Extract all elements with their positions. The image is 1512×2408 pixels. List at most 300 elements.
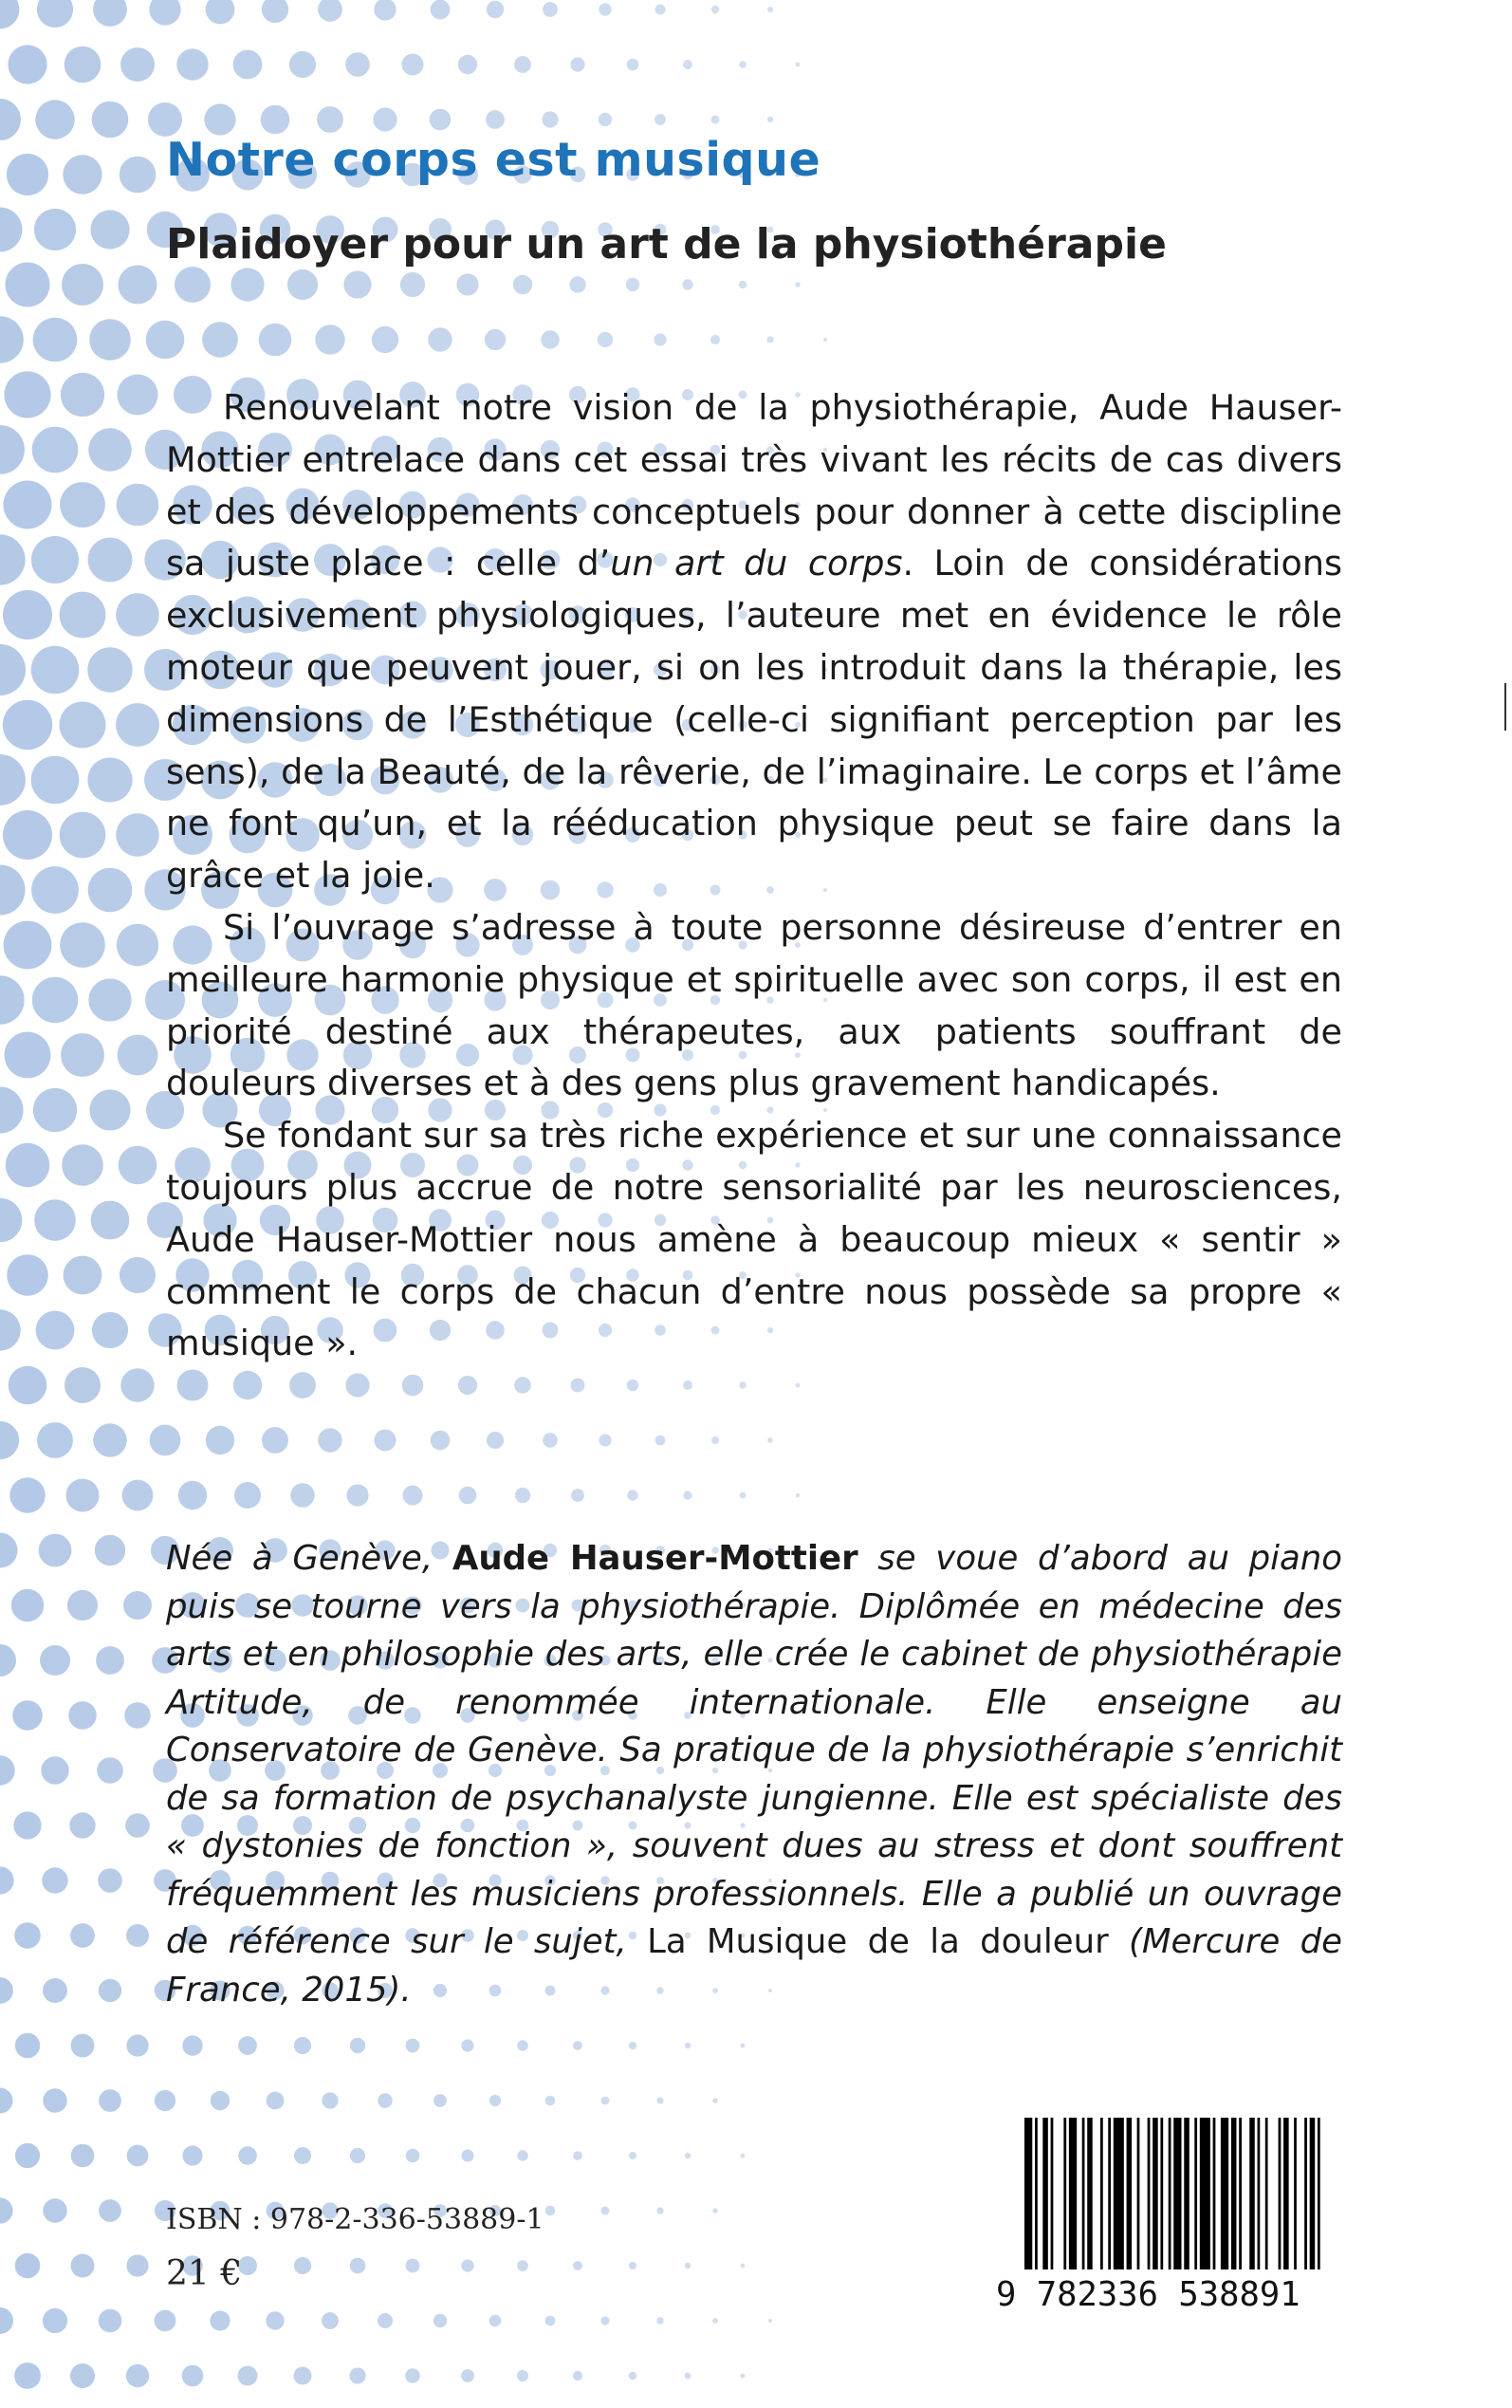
barcode-bar xyxy=(1279,2118,1282,2269)
background-dot xyxy=(15,2143,40,2168)
background-dot xyxy=(431,1431,451,1451)
background-dot xyxy=(345,52,370,77)
background-dot xyxy=(0,0,19,28)
background-dot xyxy=(629,2042,636,2049)
background-dot xyxy=(0,2307,13,2334)
background-dot xyxy=(33,1088,77,1132)
background-dot xyxy=(0,1086,24,1133)
background-dot xyxy=(373,107,396,131)
bio-paragraph xyxy=(166,1535,1342,2014)
background-dot xyxy=(656,2097,663,2103)
barcode-digits: 9 782336 538891 xyxy=(996,2275,1300,2314)
background-dot xyxy=(627,59,639,71)
background-dot xyxy=(120,157,157,194)
background-dot xyxy=(322,2312,339,2329)
barcode-bar xyxy=(1265,2118,1268,2269)
background-dot xyxy=(317,106,343,133)
background-dot xyxy=(456,273,478,295)
background-dot xyxy=(233,1371,262,1399)
background-dot xyxy=(98,1868,122,1893)
background-dot xyxy=(62,1144,103,1186)
background-dot xyxy=(712,2318,718,2324)
background-dot xyxy=(712,2098,718,2103)
background-dot xyxy=(545,2206,556,2216)
background-dot xyxy=(710,335,720,344)
background-dot xyxy=(0,1309,21,1350)
background-dot xyxy=(685,2153,691,2158)
background-dot xyxy=(543,1433,558,1448)
background-dot xyxy=(127,2145,149,2167)
background-dot xyxy=(99,1979,121,2002)
background-dot xyxy=(119,266,157,305)
background-dot xyxy=(322,2092,338,2108)
barcode-bar xyxy=(1173,2118,1181,2269)
background-dot xyxy=(461,2369,474,2382)
referenced-book-title: La Musique de la douleur xyxy=(647,1922,1109,1961)
background-dot xyxy=(4,371,50,417)
background-dot xyxy=(517,2370,528,2381)
background-dot xyxy=(461,2039,473,2051)
background-dot xyxy=(767,117,773,122)
background-dot xyxy=(573,2371,582,2380)
bio-text: se voue d’abord au piano puis se tourne vers la physiothérapie. Diplômée en médecine des arts et en philosophie des arts, elle crée le cabinet de physiothérapie Artitude, de renommée internationale. Elle enseigne au Conservatoire de Genève. Sa pratique de la physiothérapie s’enrichit de sa formation de psychanalyste jungienne. Elle est spécialiste des « dystonies de fonction », souvent dues au stress et dont souffrent fréquemment les musiciens professionnels. Elle a publié un ouvrage de référence sur le sujet, xyxy=(166,1539,1342,1961)
blurb-emphasis: un art du corps xyxy=(610,543,903,584)
background-dot xyxy=(206,0,235,24)
background-dot xyxy=(378,2313,393,2328)
background-dot xyxy=(685,2043,691,2048)
background-dot xyxy=(116,813,158,856)
background-dot xyxy=(35,100,74,139)
background-dot xyxy=(61,1033,104,1077)
background-dot xyxy=(60,482,105,528)
background-dot xyxy=(126,1924,149,1947)
background-dot xyxy=(406,2149,420,2163)
barcode-bar xyxy=(1152,2118,1158,2269)
background-dot xyxy=(37,1422,73,1458)
background-dot xyxy=(431,0,451,19)
background-dot xyxy=(656,2317,663,2324)
background-dot xyxy=(545,2316,556,2326)
price: 21 € xyxy=(166,2254,243,2293)
barcode-bar xyxy=(1169,2118,1171,2269)
background-dot xyxy=(349,2367,365,2383)
background-dot xyxy=(458,1376,477,1395)
background-dot xyxy=(202,322,238,358)
background-dot xyxy=(42,1867,67,1893)
barcode-bar xyxy=(1194,2118,1197,2269)
background-dot xyxy=(66,1479,100,1512)
book-title: Notre corps est musique xyxy=(166,133,821,187)
background-dot xyxy=(88,428,131,471)
background-dot xyxy=(71,2254,95,2278)
background-dot xyxy=(486,110,505,129)
background-dot xyxy=(11,1589,44,1621)
barcode-bar xyxy=(1114,2118,1124,2269)
barcode-bar xyxy=(1239,2118,1242,2269)
background-dot xyxy=(122,1480,154,1511)
background-dot xyxy=(31,536,79,583)
background-dot xyxy=(60,592,106,639)
background-dot xyxy=(126,2254,148,2276)
background-dot xyxy=(0,1198,22,1243)
background-dot xyxy=(155,2090,175,2111)
background-dot xyxy=(88,978,131,1021)
background-dot xyxy=(210,2310,230,2330)
background-dot xyxy=(68,1701,97,1730)
background-dot xyxy=(3,590,52,639)
background-dot xyxy=(63,155,101,194)
background-dot xyxy=(350,2038,365,2053)
background-dot xyxy=(0,99,21,140)
background-dot xyxy=(34,1199,76,1241)
background-dot xyxy=(683,1491,691,1499)
background-dot xyxy=(206,1426,234,1454)
background-dot xyxy=(685,2263,691,2269)
back-cover-blurb xyxy=(166,382,1342,1370)
background-dot xyxy=(31,646,80,695)
background-dot xyxy=(767,1437,773,1443)
background-dot xyxy=(118,1035,158,1076)
background-dot xyxy=(462,2150,474,2162)
background-dot xyxy=(626,278,639,291)
background-dot xyxy=(34,209,76,250)
barcode-bar xyxy=(1137,2118,1140,2269)
background-dot xyxy=(629,2152,636,2159)
background-dot xyxy=(13,1811,41,1839)
background-dot xyxy=(0,1421,19,1459)
background-dot xyxy=(9,1366,47,1405)
background-dot xyxy=(656,2207,663,2214)
background-dot xyxy=(119,1146,157,1185)
background-dot xyxy=(542,111,558,127)
background-dot xyxy=(515,1488,530,1503)
background-dot xyxy=(766,336,773,343)
background-dot xyxy=(0,644,26,695)
background-dot xyxy=(0,534,26,584)
background-dot xyxy=(7,154,48,195)
background-dot xyxy=(89,319,131,361)
background-dot xyxy=(97,1757,123,1784)
background-dot xyxy=(682,279,692,289)
background-dot xyxy=(36,1311,75,1350)
background-dot xyxy=(601,2207,610,2215)
background-dot xyxy=(711,116,720,124)
background-dot xyxy=(428,327,452,351)
background-dot xyxy=(99,2089,121,2112)
background-dot xyxy=(60,702,106,749)
background-dot xyxy=(487,1,504,18)
background-dot xyxy=(712,2208,718,2214)
background-dot xyxy=(489,2315,502,2327)
background-dot xyxy=(15,2033,40,2058)
barcode-bar xyxy=(1063,2118,1066,2269)
background-dot xyxy=(599,1434,611,1446)
background-dot xyxy=(0,754,26,806)
background-dot xyxy=(458,55,477,74)
barcode-bar xyxy=(1108,2118,1111,2269)
author-name: Aude Hauser-Mottier xyxy=(452,1539,858,1578)
background-dot xyxy=(0,975,25,1024)
background-dot xyxy=(0,425,25,474)
background-dot xyxy=(795,282,801,287)
background-dot xyxy=(294,2147,311,2164)
barcode-bar xyxy=(1310,2118,1316,2269)
background-dot xyxy=(120,1368,154,1401)
background-dot xyxy=(92,1312,128,1348)
background-dot xyxy=(600,2316,609,2325)
background-dot xyxy=(31,866,79,914)
background-dot xyxy=(182,2365,204,2387)
background-dot xyxy=(741,2154,746,2158)
background-dot xyxy=(459,1487,477,1505)
background-dot xyxy=(0,2088,13,2114)
background-dot xyxy=(513,275,532,294)
background-dot xyxy=(233,50,263,80)
barcode-bar xyxy=(1258,2118,1261,2269)
background-dot xyxy=(627,1380,638,1391)
background-dot xyxy=(259,324,292,357)
bio-text: Née à Genève, xyxy=(166,1539,452,1578)
background-dot xyxy=(573,2151,582,2160)
background-dot xyxy=(4,481,52,529)
background-dot xyxy=(123,1591,152,1620)
background-dot xyxy=(315,324,344,354)
background-dot xyxy=(400,272,425,297)
background-dot xyxy=(96,1646,124,1675)
background-dot xyxy=(290,1483,315,1508)
background-dot xyxy=(117,924,158,966)
author-biography xyxy=(166,1535,1342,2014)
background-dot xyxy=(655,1436,666,1446)
background-dot xyxy=(406,2259,420,2273)
background-dot xyxy=(14,2362,41,2389)
barcode-bar xyxy=(1069,2118,1077,2269)
barcode-bar xyxy=(1100,2118,1103,2269)
background-dot xyxy=(318,1428,341,1452)
background-dot xyxy=(5,1032,51,1079)
background-dot xyxy=(148,102,182,137)
background-dot xyxy=(126,2034,148,2056)
isbn: ISBN : 978-2-336-53889-1 xyxy=(166,2203,544,2236)
background-dot xyxy=(343,270,371,298)
barcode-bar xyxy=(1184,2118,1189,2269)
background-dot xyxy=(40,1645,70,1676)
background-dot xyxy=(155,2310,176,2332)
barcode-bar xyxy=(1024,2118,1032,2269)
background-dot xyxy=(65,1367,101,1403)
barcode-bar xyxy=(1087,2118,1093,2269)
background-dot xyxy=(0,865,26,916)
background-dot xyxy=(125,1813,150,1838)
background-dot xyxy=(267,2092,285,2110)
background-dot xyxy=(266,2311,284,2329)
background-dot xyxy=(350,2258,366,2274)
barcode-bar xyxy=(1294,2118,1297,2269)
background-dot xyxy=(150,1425,181,1456)
background-dot xyxy=(289,1372,316,1398)
background-dot xyxy=(117,484,159,527)
background-dot xyxy=(517,2040,527,2050)
blurb-text: Renouvelant notre vision de la physiothérapie, Aude Hauser-Mottier entrelace dans cet essai très vivant les récits de cas divers et des développements conceptuels pour donner à cette discipline sa juste place : celle d’ xyxy=(166,387,1342,584)
background-dot xyxy=(118,375,158,416)
background-dot xyxy=(629,2262,636,2269)
background-dot xyxy=(378,2093,392,2107)
background-dot xyxy=(88,868,133,913)
background-dot xyxy=(796,1493,800,1497)
background-dot xyxy=(345,1373,369,1397)
background-dot xyxy=(0,208,23,252)
background-dot xyxy=(178,1481,207,1510)
background-dot xyxy=(294,2367,312,2385)
background-dot xyxy=(14,1922,41,1949)
background-dot xyxy=(261,105,290,135)
background-dot xyxy=(517,2260,528,2271)
background-dot xyxy=(126,2364,149,2387)
background-dot xyxy=(0,1755,15,1785)
background-dot xyxy=(71,2034,95,2058)
background-dot xyxy=(7,1254,48,1296)
background-dot xyxy=(541,330,559,348)
background-dot xyxy=(120,1257,156,1293)
background-dot xyxy=(12,1700,43,1731)
background-dot xyxy=(3,810,52,860)
background-dot xyxy=(489,2095,501,2106)
background-dot xyxy=(0,2197,13,2223)
background-dot xyxy=(741,2264,746,2269)
background-dot xyxy=(741,2044,746,2048)
background-dot xyxy=(43,1978,67,2003)
background-dot xyxy=(0,1533,18,1568)
background-dot xyxy=(599,113,612,126)
background-dot xyxy=(95,1535,125,1565)
background-dot xyxy=(6,263,50,307)
background-dot xyxy=(230,268,264,301)
background-dot xyxy=(33,318,78,362)
background-dot xyxy=(62,264,103,306)
background-dot xyxy=(37,0,73,28)
background-dot xyxy=(43,2308,67,2333)
background-dot xyxy=(374,0,396,21)
background-dot xyxy=(176,48,208,80)
background-dot xyxy=(87,757,132,802)
barcode-bar xyxy=(1035,2118,1038,2269)
background-dot xyxy=(93,1423,126,1456)
background-dot xyxy=(461,2259,473,2271)
background-dot xyxy=(146,321,185,360)
background-dot xyxy=(71,2144,95,2168)
barcode-bar xyxy=(1127,2118,1133,2269)
background-dot xyxy=(403,1486,423,1506)
background-dot xyxy=(767,7,773,12)
background-dot xyxy=(149,0,180,26)
barcode-bar xyxy=(1283,2118,1289,2269)
barcode-bar xyxy=(1042,2118,1048,2269)
background-dot xyxy=(402,54,424,76)
background-dot xyxy=(211,2091,230,2110)
background-dot xyxy=(599,3,611,15)
background-dot xyxy=(0,1644,16,1676)
barcode-bar xyxy=(1221,2118,1228,2269)
background-dot xyxy=(204,103,235,135)
barcode-bar xyxy=(1318,2118,1320,2269)
background-dot xyxy=(67,1590,98,1621)
background-dot xyxy=(655,5,666,15)
background-dot xyxy=(9,1477,45,1512)
background-dot xyxy=(543,2,558,17)
background-dot xyxy=(294,2037,311,2054)
background-dot xyxy=(655,114,666,125)
background-dot xyxy=(571,1489,584,1502)
background-dot xyxy=(740,1492,747,1499)
background-dot xyxy=(61,373,104,417)
background-dot xyxy=(0,316,24,363)
background-dot xyxy=(234,1482,261,1509)
background-dot xyxy=(372,326,398,353)
barcode xyxy=(1024,2118,1328,2269)
background-dot xyxy=(89,1089,130,1130)
background-dot xyxy=(32,977,78,1023)
blurb-text: . Loin de considérations exclusivement physiologiques, l’auteure met en évidence le rôle moteur que peuvent jouer, si on les introduit dans la thérapie, les dimensions de l’Esthétique (celle-ci signifiant perception par les sens), de la Beauté, de la rêverie, de l’imaginaire. Le corps et l’âme ne font qu’un, et la rééducation physique peut se faire dans la grâce et la joie. xyxy=(166,543,1342,897)
background-dot xyxy=(182,2145,202,2165)
background-dot xyxy=(823,338,827,342)
background-dot xyxy=(573,2261,582,2270)
background-dot xyxy=(517,2150,527,2160)
background-dot xyxy=(99,2199,121,2222)
background-dot xyxy=(69,1812,95,1838)
background-dot xyxy=(514,56,531,73)
background-dot xyxy=(238,2366,258,2386)
background-dot xyxy=(796,1383,801,1388)
background-dot xyxy=(238,2146,257,2165)
background-dot xyxy=(6,1143,49,1187)
blurb-paragraph-2: Si l’ouvrage s’adresse à toute personne désireuse d’entrer en meilleure harmonie physique et spirituelle avec son corps, il est en priorité destiné aux thérapeutes, aux patients souffrant de douleurs diverses et à des gens plus gravement handicapés. xyxy=(166,906,1342,1104)
background-dot xyxy=(350,2148,365,2163)
background-dot xyxy=(683,60,692,69)
background-dot xyxy=(262,0,288,23)
background-dot xyxy=(87,647,132,692)
background-dot xyxy=(375,1430,396,1452)
background-dot xyxy=(92,102,129,139)
background-dot xyxy=(93,0,127,27)
background-dot xyxy=(262,1427,288,1454)
background-dot xyxy=(91,1201,130,1240)
background-dot xyxy=(90,210,129,249)
background-dot xyxy=(487,1432,504,1449)
background-dot xyxy=(238,2036,257,2055)
background-dot xyxy=(60,922,105,968)
background-dot xyxy=(598,332,613,347)
background-dot xyxy=(405,2368,420,2383)
background-dot xyxy=(31,756,80,805)
background-dot xyxy=(294,2257,311,2274)
book-subtitle: Plaidoyer pour un art de la physiothérapie xyxy=(166,220,1167,269)
background-dot xyxy=(485,329,506,350)
barcode-bar xyxy=(1082,2118,1085,2269)
barcode-bar xyxy=(1213,2118,1216,2269)
background-dot xyxy=(433,2094,447,2107)
background-dot xyxy=(60,812,106,859)
background-dot xyxy=(430,109,452,131)
background-dot xyxy=(402,1375,424,1397)
background-dot xyxy=(8,45,46,83)
background-dot xyxy=(70,1923,95,1948)
background-dot xyxy=(43,2198,66,2222)
background-dot xyxy=(629,2372,637,2380)
background-dot xyxy=(177,1370,209,1401)
background-dot xyxy=(175,267,211,303)
background-dot xyxy=(182,2035,202,2055)
background-dot xyxy=(3,700,52,750)
